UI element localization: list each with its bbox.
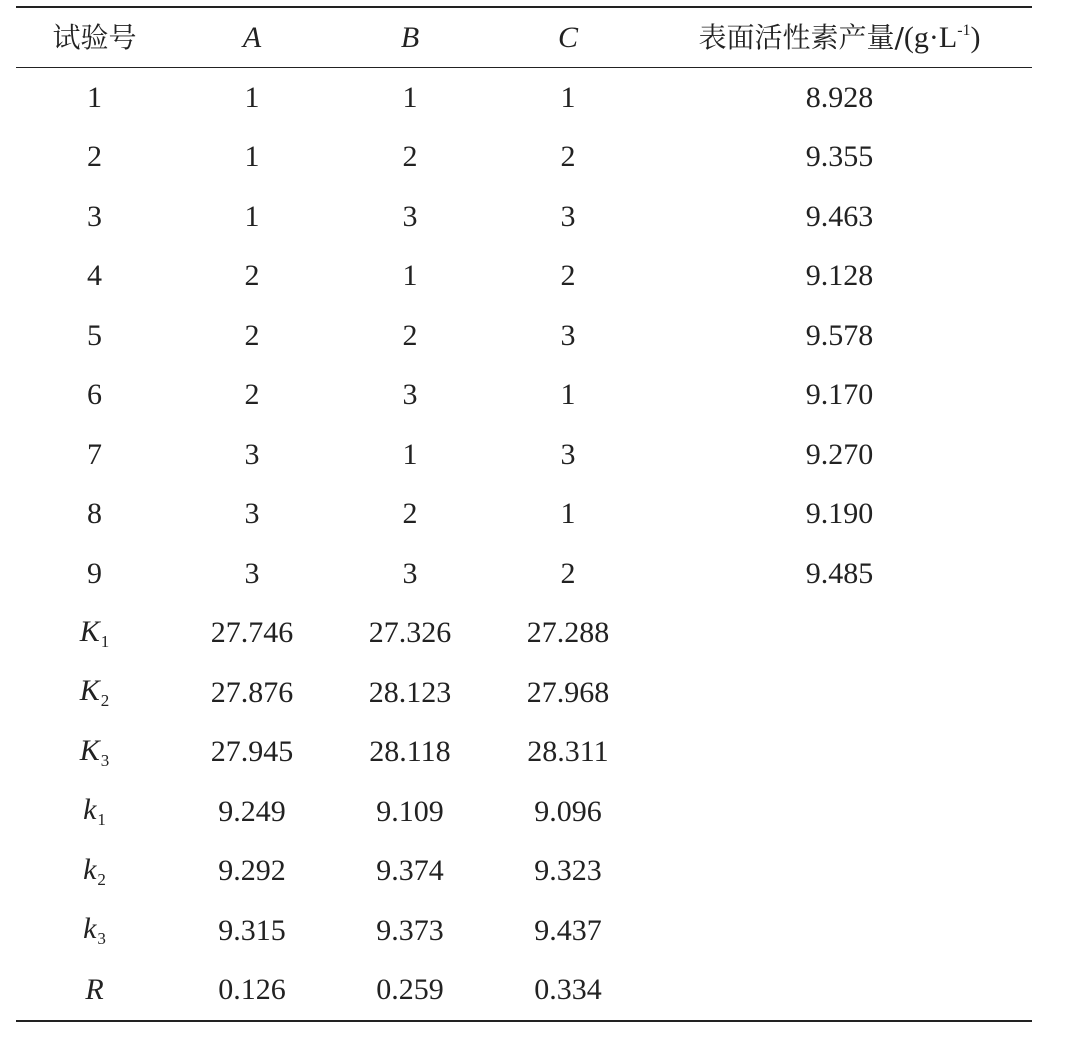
table-row — [16, 128, 1032, 188]
stat-c-cell: 27.968 — [526, 675, 610, 709]
stat-a-cell: 9.315 — [218, 913, 286, 947]
stat-a-cell: 9.249 — [218, 794, 286, 828]
factor-c-cell: 2 — [560, 556, 576, 590]
stat-b-cell: 28.123 — [368, 675, 452, 709]
stat-subscript: 3 — [100, 750, 110, 770]
stat-symbol: k — [83, 793, 97, 827]
yield-cell: 9.463 — [805, 199, 874, 233]
trial-no-cell: 9 — [87, 556, 102, 590]
stat-subscript: 2 — [97, 869, 106, 889]
yield-cell: 9.485 — [805, 556, 874, 590]
stat-label-cell — [16, 795, 173, 828]
stat-subscript: 1 — [97, 810, 106, 830]
header-yield — [647, 20, 1032, 54]
factor-b-cell: 3 — [402, 378, 418, 412]
header-yield-unit-sup: -1 — [957, 21, 971, 39]
factor-c-cell: 3 — [560, 437, 576, 471]
yield-cell: 9.128 — [805, 259, 874, 293]
factor-a-cell: 1 — [244, 199, 260, 233]
stat-symbol: R — [85, 973, 104, 1007]
factor-a-cell: 1 — [244, 80, 260, 114]
stat-label-cell — [16, 614, 173, 651]
header-factor-c: C — [557, 20, 578, 54]
stat-c-cell: 9.323 — [534, 854, 602, 888]
stat-a-cell: 0.126 — [218, 973, 286, 1007]
trial-no-cell: 1 — [87, 80, 102, 114]
table-row — [16, 782, 1032, 842]
trial-no-cell: 8 — [87, 497, 102, 531]
yield-cell: 9.190 — [805, 497, 874, 531]
factor-a-cell: 2 — [244, 378, 260, 412]
stat-b-cell: 9.374 — [376, 854, 444, 888]
factor-a-cell: 1 — [244, 140, 260, 174]
table-row — [16, 425, 1032, 485]
stat-b-cell: 9.109 — [376, 794, 444, 828]
trial-no-cell: 7 — [87, 437, 102, 471]
factor-b-cell: 2 — [402, 140, 418, 174]
table-row — [16, 366, 1032, 426]
stat-label-cell — [16, 676, 173, 709]
stat-a-cell: 27.746 — [210, 616, 294, 650]
stat-symbol: k — [83, 912, 97, 946]
stat-subscript: 1 — [100, 631, 110, 651]
trial-no-cell: 3 — [87, 199, 102, 233]
stat-c-cell: 28.311 — [527, 735, 609, 769]
stat-symbol: K — [79, 674, 100, 708]
factor-a-cell: 3 — [244, 556, 260, 590]
trial-no-cell: 2 — [87, 140, 102, 174]
header-yield-label: 表面活性素产量/ — [698, 20, 904, 54]
factor-b-cell: 2 — [402, 497, 418, 531]
table-row — [16, 604, 1032, 664]
header-trial-no: 试验号 — [52, 20, 137, 54]
stat-symbol: K — [79, 614, 100, 648]
stat-label-cell — [16, 914, 173, 947]
header-factor-a: A — [242, 20, 262, 54]
stat-label-cell — [16, 852, 173, 889]
factor-b-cell: 3 — [402, 199, 418, 233]
table-row — [16, 306, 1032, 366]
factor-b-cell: 3 — [402, 556, 418, 590]
stat-symbol: K — [79, 733, 100, 767]
factor-c-cell: 2 — [560, 140, 576, 174]
stat-c-cell: 9.437 — [534, 913, 602, 947]
stat-b-cell: 0.259 — [376, 973, 444, 1007]
bottom-rule — [16, 1020, 1032, 1022]
table-row — [16, 663, 1032, 723]
stat-rows — [16, 604, 1032, 1021]
header-factor-b: B — [400, 20, 420, 54]
stat-a-cell: 9.292 — [218, 854, 286, 888]
yield-cell: 9.578 — [805, 318, 874, 352]
header-yield-unit-open: (g·L — [903, 20, 958, 54]
factor-a-cell: 3 — [244, 437, 260, 471]
yield-cell: 9.270 — [805, 437, 874, 471]
trial-no-cell: 5 — [87, 318, 102, 352]
table-row — [16, 247, 1032, 307]
factor-a-cell: 2 — [244, 259, 260, 293]
factor-a-cell: 3 — [244, 497, 260, 531]
table-row — [16, 961, 1032, 1021]
table-row — [16, 842, 1032, 902]
factor-b-cell: 1 — [402, 259, 418, 293]
table-row — [16, 485, 1032, 545]
stat-subscript: 2 — [100, 691, 110, 711]
stat-b-cell: 28.118 — [369, 735, 451, 769]
stat-c-cell: 0.334 — [534, 973, 602, 1007]
trial-rows — [16, 68, 1032, 604]
table-row — [16, 187, 1032, 247]
stat-a-cell: 27.876 — [210, 675, 294, 709]
stat-label-cell — [16, 975, 173, 1005]
factor-b-cell: 2 — [402, 318, 418, 352]
factor-c-cell: 3 — [560, 318, 576, 352]
factor-b-cell: 1 — [402, 80, 418, 114]
factor-b-cell: 1 — [402, 437, 418, 471]
stat-b-cell: 27.326 — [368, 616, 452, 650]
yield-cell: 8.928 — [805, 80, 874, 114]
stat-c-cell: 9.096 — [534, 794, 602, 828]
factor-c-cell: 2 — [560, 259, 576, 293]
header-row — [16, 8, 1032, 67]
stat-subscript: 3 — [97, 929, 106, 949]
header-yield-unit-close: ) — [970, 20, 981, 54]
table-row — [16, 723, 1032, 783]
factor-a-cell: 2 — [244, 318, 260, 352]
factor-c-cell: 3 — [560, 199, 576, 233]
factor-c-cell: 1 — [560, 378, 576, 412]
trial-no-cell: 6 — [87, 378, 102, 412]
trial-no-cell: 4 — [87, 259, 102, 293]
stat-c-cell: 27.288 — [526, 616, 610, 650]
stat-b-cell: 9.373 — [376, 913, 444, 947]
yield-cell: 9.170 — [805, 378, 874, 412]
factor-c-cell: 1 — [560, 80, 576, 114]
yield-cell: 9.355 — [805, 140, 874, 174]
table-row — [16, 68, 1032, 128]
stat-label-cell — [16, 733, 173, 770]
stat-a-cell: 27.945 — [210, 735, 294, 769]
orthogonal-test-table — [16, 6, 1032, 1022]
stat-symbol: k — [83, 852, 97, 886]
table-row — [16, 544, 1032, 604]
table-row — [16, 901, 1032, 961]
factor-c-cell: 1 — [560, 497, 576, 531]
